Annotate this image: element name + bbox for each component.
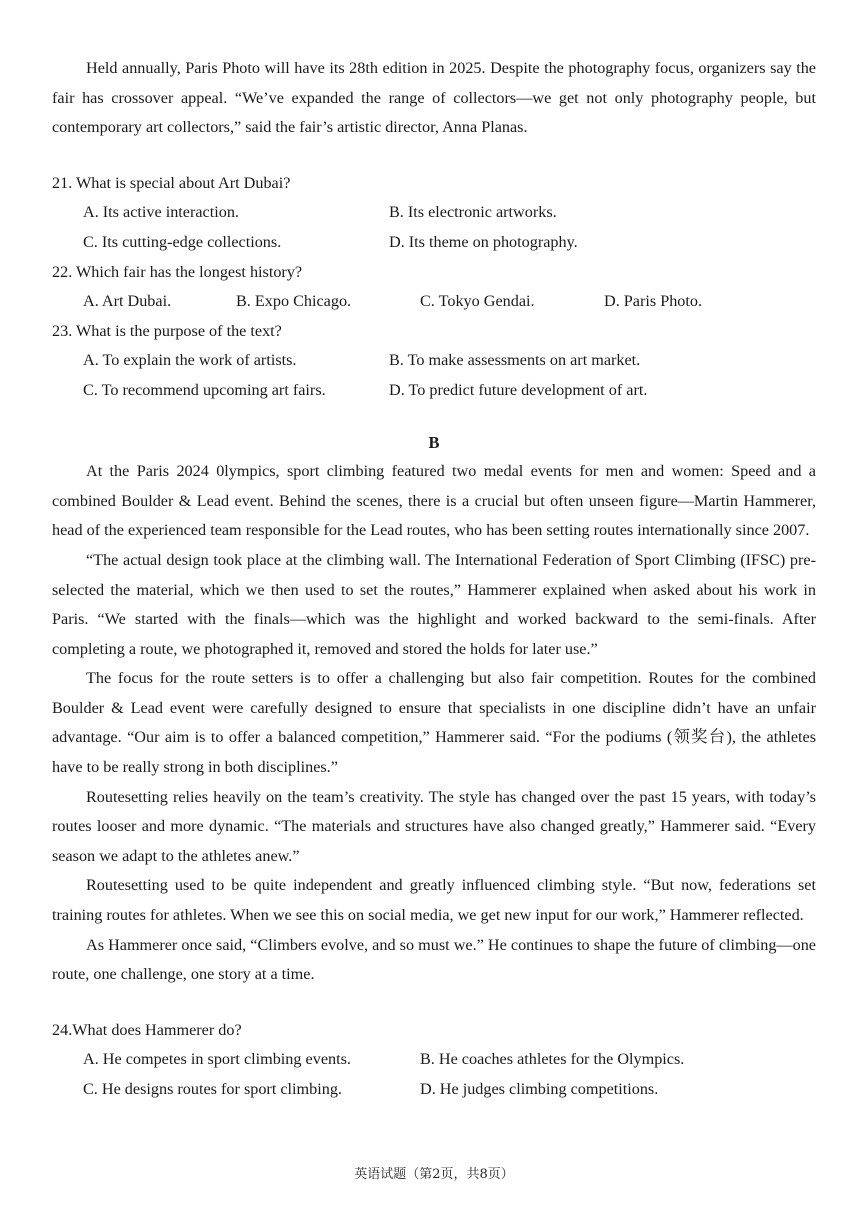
option-a: A. To explain the work of artists. (83, 351, 297, 370)
question-stem: 21. What is special about Art Dubai? (52, 173, 291, 192)
passage-b-paragraph-4: Routesetting relies heavily on the team’s creativity. The style has changed over the past 15 years, with today’s routes looser and more dynamic. “The materials and structures have also changed greatly,” Hammerer said. “Every season we adapt to the athletes anew.” (52, 787, 816, 865)
passage-b-paragraph-3: The focus for the route setters is to offer a challenging but also fair competition. Routes for the combined Boulder & Lead event were carefully designed to ensure that specialists in one discipline didn’t have an unfair advantage. “Our aim is to offer a balanced competition,” Hammerer said. “For the podiums (领奖台), the athletes have to be really strong in both disciplines.” (52, 669, 816, 777)
option-c: C. Its cutting-edge collections. (83, 232, 282, 251)
passage-b-paragraph-2: “The actual design took place at the climbing wall. The International Federation of Sport Climbing (IFSC) pre-selected the material, which we then used to set the routes,” Hammerer explained when asked about his work in Paris. “We started with the finals—which was the highlight and worked backward to the semi-finals. After completing a route, we photographed it, removed and stored the holds for later use.” (52, 550, 816, 658)
page-footer: 英语试题（第2页，共8页） (354, 1167, 514, 1182)
question-stem: 22. Which fair has the longest history? (52, 262, 303, 281)
passage-b-paragraph-5: Routesetting used to be quite independent and greatly influenced climbing style. “But now, federations set training routes for athletes. When we see this on social media, we get new input for our work,” Hammerer reflected. (52, 876, 816, 925)
question-24 (52, 1016, 816, 1105)
option-d: D. He judges climbing competitions. (420, 1080, 659, 1098)
option-c: C. He designs routes for sport climbing. (83, 1080, 342, 1098)
question-23 (52, 317, 816, 406)
option-d: D. Paris Photo. (604, 292, 703, 311)
option-c: C. Tokyo Gendai. (420, 292, 535, 311)
option-b: B. He coaches athletes for the Olympics. (420, 1050, 685, 1069)
question-stem: 23. What is the purpose of the text? (52, 321, 282, 340)
option-a: A. He competes in sport climbing events. (83, 1050, 351, 1069)
section-heading: B (428, 432, 440, 452)
passage-a-paragraph: Held annually, Paris Photo will have its 28th edition in 2025. Despite the photography focus, organizers say the fair has crossover appeal. “We’ve expanded the range of collectors—we get not only photography people, but contemporary art collectors,” said the fair’s artistic director, Anna Planas. (52, 59, 816, 137)
option-b: B. Its electronic artworks. (389, 203, 557, 222)
question-22 (52, 258, 816, 317)
question-stem: 24.What does Hammerer do? (52, 1020, 242, 1039)
option-a: A. Art Dubai. (83, 292, 172, 311)
question-21 (52, 169, 816, 258)
option-b: B. To make assessments on art market. (389, 351, 641, 370)
option-a: A. Its active interaction. (83, 203, 239, 222)
option-c: C. To recommend upcoming art fairs. (83, 380, 326, 399)
exam-page (52, 54, 816, 1105)
passage-b-paragraph-6: As Hammerer once said, “Climbers evolve, and so must we.” He continues to shape the future of climbing—one route, one challenge, one story at a time. (52, 935, 816, 984)
option-b: B. Expo Chicago. (236, 292, 352, 311)
option-d: D. Its theme on photography. (389, 232, 578, 251)
passage-b-paragraph-1: At the Paris 2024 0lympics, sport climbing featured two medal events for men and women: Speed and a combined Boulder & Lead event. Behind the scenes, there is a crucial but often unseen figure—Martin Hammerer, head of the experienced team responsible for the Lead routes, who has been setting routes internationally since 2007. (52, 462, 816, 540)
option-d: D. To predict future development of art. (389, 380, 648, 399)
